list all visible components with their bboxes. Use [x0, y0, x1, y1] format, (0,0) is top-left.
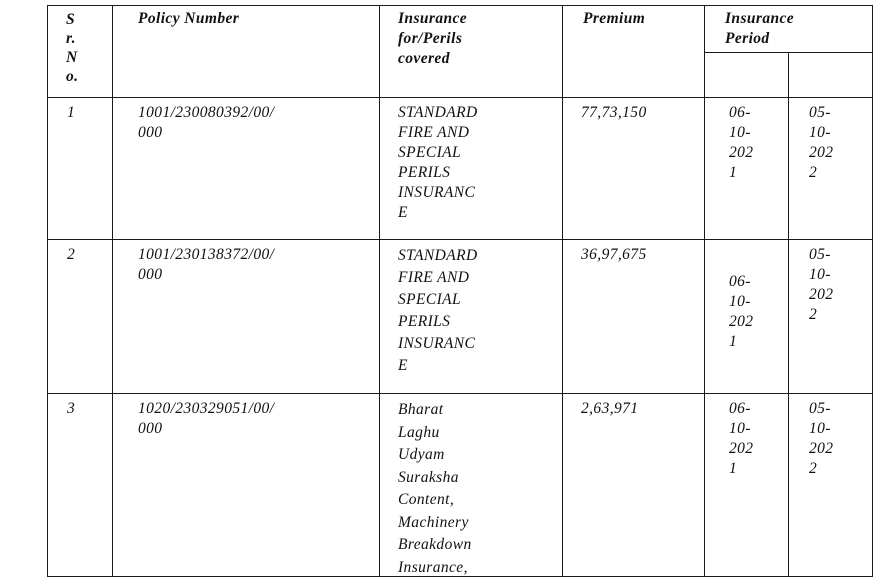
row-2-sr-no: 2	[67, 246, 76, 263]
row-2-policy-number: 1001/230138372/00/ 000	[138, 246, 275, 283]
row-3-premium: 2,63,971	[581, 400, 639, 417]
header-bottom-border	[47, 97, 873, 98]
column-divider-2	[379, 5, 380, 577]
row-1-premium: 77,73,150	[581, 104, 647, 121]
row-2-perils: STANDARD FIRE AND SPECIAL PERILS INSURANC E	[398, 247, 478, 374]
row-2-period-to: 05- 10- 202 2	[809, 246, 834, 323]
row-3-sr-no: 3	[67, 400, 76, 417]
header-insurance-perils: Insurance for/Perils covered	[398, 10, 468, 67]
row-3-perils: Bharat Laghu Udyam Suraksha Content, Machinery Breakdown Insurance,	[398, 401, 472, 576]
row-1-period-to: 05- 10- 202 2	[809, 104, 834, 181]
table-top-border	[47, 5, 873, 6]
row-2-period-from: 06- 10- 202 1	[729, 273, 754, 350]
header-policy-number: Policy Number	[138, 10, 240, 27]
row-1-policy-number: 1001/230080392/00/ 000	[138, 104, 275, 141]
row-3-period-to: 05- 10- 202 2	[809, 400, 834, 477]
row-1-sr-no: 1	[67, 104, 76, 121]
header-premium: Premium	[583, 10, 646, 27]
row-3-period-from: 06- 10- 202 1	[729, 400, 754, 477]
row-2-premium: 36,97,675	[581, 246, 647, 263]
row-1-bottom-border	[47, 239, 873, 240]
table-left-border	[47, 5, 48, 577]
row-2-bottom-border	[47, 393, 873, 394]
column-divider-3	[562, 5, 563, 577]
column-divider-1	[112, 5, 113, 577]
header-sr-no: S r. N o.	[66, 11, 79, 85]
column-divider-4	[704, 5, 705, 577]
table-right-border	[872, 5, 873, 577]
header-insurance-period: Insurance Period	[725, 10, 795, 47]
column-divider-5	[788, 52, 789, 577]
row-3-policy-number: 1020/230329051/00/ 000	[138, 400, 275, 437]
row-1-perils: STANDARD FIRE AND SPECIAL PERILS INSURANC E	[398, 104, 478, 221]
row-1-period-from: 06- 10- 202 1	[729, 104, 754, 181]
